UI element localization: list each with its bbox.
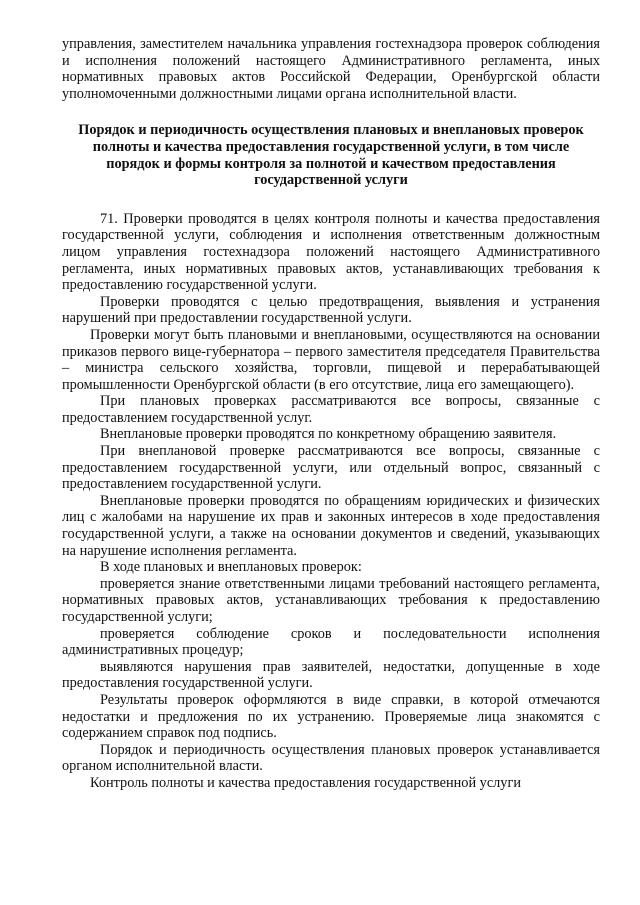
paragraph-periodicity: Порядок и периодичность осуществления плановых проверок устанавливается органом исполнительной власти. — [62, 741, 600, 775]
list-item-violations: выявляются нарушения прав заявителей, недостатки, допущенные в ходе предоставления государственной услуги. — [62, 658, 600, 692]
paragraph-unplanned-scope: При внеплановой проверке рассматриваются все вопросы, связанные с предоставлением государственной услуги, или отдельный вопрос, связанный с предоставлением государственной услуги. — [62, 443, 600, 493]
paragraph-results: Результаты проверок оформляются в виде справки, в которой отмечаются недостатки и предложения по их устранению. Проверяемые лица знакомятся с содержанием справок под подпись. — [62, 691, 600, 742]
intro-paragraph: управления, заместителем начальника управления гостехнадзора проверок соблюдения и исполнения положений настоящего Административного регламента, иных нормативных правовых актов Российской Федерации, Оренбургской области уполномоченными должностными лицами органа исполнительной власти. — [62, 36, 600, 102]
paragraph-purpose: Проверки проводятся с целью предотвращения, выявления и устранения нарушений при предоставлении государственной услуги. — [62, 293, 600, 327]
paragraph-unplanned: Внеплановые проверки проводятся по конкретному обращению заявителя. — [100, 426, 557, 443]
paragraph-control: Контроль полноты и качества предоставления государственной услуги — [90, 774, 521, 791]
paragraph-during-checks: В ходе плановых и внеплановых проверок: — [100, 559, 362, 576]
paragraph-planned: При плановых проверках рассматриваются все вопросы, связанные с предоставлением государственной услуг. — [62, 393, 600, 426]
paragraph-types: Проверки могут быть плановыми и внеплановыми, осуществляются на основании приказов первого вице-губернатора – первого заместителя председателя Правительства – министра сельского хозяйства, торговли, пищевой и перерабатывающей промышленности Оренбургской области (в его отсутствие, лица его замещающего). — [62, 326, 600, 393]
paragraph-71: 71. Проверки проводятся в целях контроля полноты и качества предоставления государственной услуги, соблюдения и исполнения ответственным должностным лицом управления гостехнадзора положений настоящего Административного регламента, иных нормативных правовых актов, устанавливающих требования к предоставлению государственной услуги. — [62, 210, 600, 294]
list-item-knowledge: проверяется знание ответственными лицами требований настоящего регламента, нормативных правовых актов, устанавливающих требования к предоставлению государственной услуги; — [62, 575, 600, 625]
paragraph-unplanned-basis: Внеплановые проверки проводятся по обращениям юридических и физических лиц с жалобами на нарушение их прав и законных интересов в ходе предоставления государственной услуги, а также на основании документов и сведений, указывающих на нарушение исполнения регламента. — [62, 492, 600, 559]
list-item-deadlines: проверяется соблюдение сроков и последовательности исполнения административных процедур; — [62, 625, 600, 659]
section-heading: Порядок и периодичность осуществления плановых и внеплановых проверок полноты и качества предоставления государственной услуги, в том числе порядок и формы контроля за полнотой и качеством предоставления государственной услуги — [78, 122, 584, 189]
